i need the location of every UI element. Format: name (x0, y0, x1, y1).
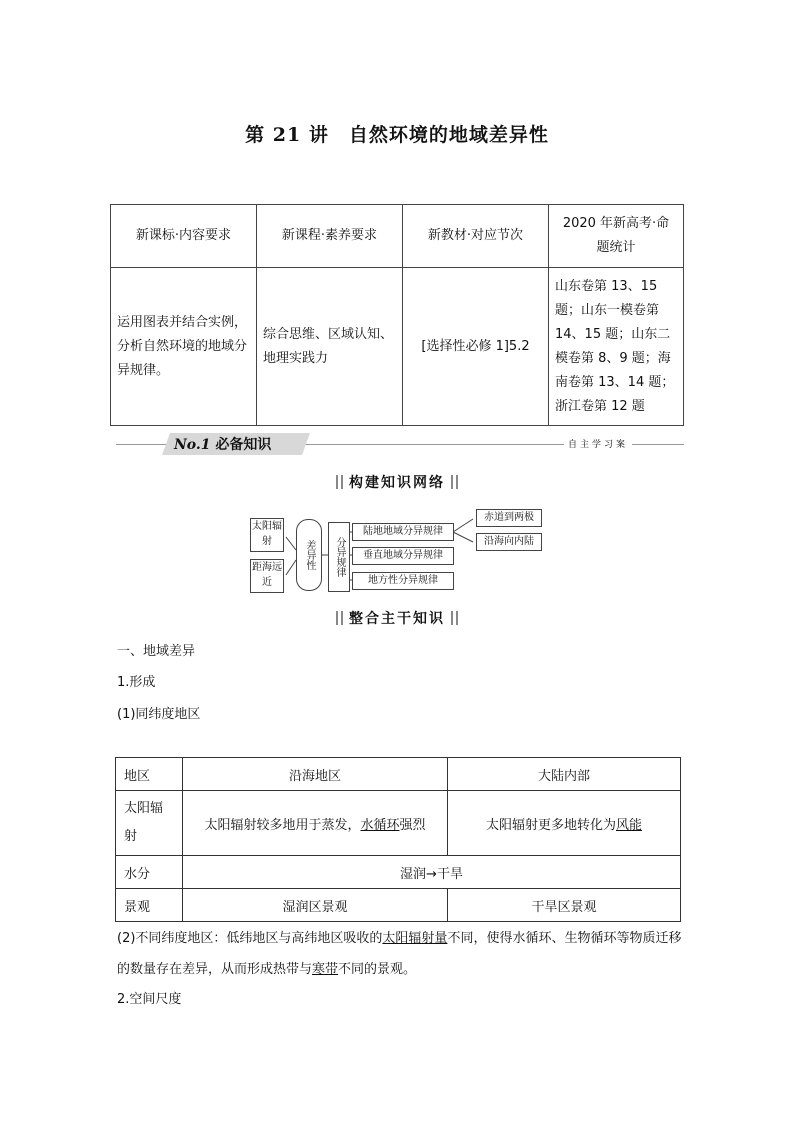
requirements-table (110, 204, 684, 426)
section-label: 必备知识 (215, 437, 272, 453)
node-land-law: 陆地地域分异规律 (352, 523, 454, 541)
row-label-radiation: 太阳辐射 (116, 791, 183, 856)
row-label-water: 水分 (116, 856, 183, 889)
header-cell: 新课程·素养要求 (257, 205, 403, 268)
row-label-landscape: 景观 (116, 889, 183, 922)
coastal-landscape: 湿润区景观 (183, 889, 448, 922)
node-local-law: 地方性分异规律 (352, 572, 454, 590)
node-coast-to-inland: 沿海向内陆 (476, 533, 542, 551)
heading-spatial-scale: 2.空间尺度 (117, 992, 182, 1007)
header-cell: 新课标·内容要求 (111, 205, 257, 268)
inland-radiation: 太阳辐射更多地转化为风能 (448, 791, 681, 856)
table-row (116, 791, 681, 856)
page-title: 第 21 讲 自然环境的地域差异性 (245, 124, 549, 146)
paragraph-different-latitude: (2)不同纬度地区：低纬地区与高纬地区吸收的太阳辐射量不同，使得水循环、生物循环等物质迁移的数量存在差异，从而形成热带与寒带不同的景观。 (117, 931, 682, 977)
header-cell: 大陆内部 (448, 758, 681, 791)
textbook-section: [选择性必修 1]5.2 (403, 268, 549, 426)
knowledge-diagram (248, 505, 548, 595)
heading-regional-difference: 一、地域差异 (117, 644, 196, 659)
node-differentiation-law: 分异规律 (328, 522, 350, 592)
inland-landscape: 干旱区景观 (448, 889, 681, 922)
same-latitude-table (115, 757, 681, 922)
section-number: No.1 (174, 437, 211, 453)
coastal-radiation: 太阳辐射较多地用于蒸发，水循环强烈 (183, 791, 448, 856)
header-cell: 新教材·对应节次 (403, 205, 549, 268)
header-cell: 地区 (116, 758, 183, 791)
content-requirement: 运用图表并结合实例，分析自然环境的地域分异规律。 (111, 268, 257, 426)
node-vertical-law: 垂直地域分异规律 (352, 547, 454, 565)
header-cell: 沿海地区 (183, 758, 448, 791)
table-row (116, 889, 681, 922)
section-subtitle: 自主学习案 (564, 437, 632, 450)
table-header-row (116, 758, 681, 791)
water-value: 湿润→干旱 (183, 856, 681, 889)
heading-same-latitude: (1)同纬度地区 (117, 707, 201, 722)
section-header (116, 433, 684, 455)
node-solar-radiation: 太阳辐射 (250, 518, 284, 552)
banner-knowledge-network: 构建知识网络 (0, 472, 794, 492)
node-distance-from-sea: 距海远近 (250, 559, 284, 593)
table-row (111, 268, 684, 426)
exam-statistics: 山东卷第 13、15 题；山东一模卷第 14、15 题；山东二模卷第 8、9 题；海南卷第 13、14 题；浙江卷第 12 题 (549, 268, 684, 426)
header-cell: 2020 年新高考·命题统计 (549, 205, 684, 268)
table-row (116, 856, 681, 889)
node-difference: 差异性 (296, 519, 322, 591)
heading-formation: 1.形成 (117, 675, 156, 690)
banner-core-knowledge: 整合主干知识 (0, 608, 794, 628)
literacy-requirement: 综合思维、区域认知、地理实践力 (257, 268, 403, 426)
table-header-row (111, 205, 684, 268)
node-equator-to-poles: 赤道到两极 (476, 509, 542, 527)
